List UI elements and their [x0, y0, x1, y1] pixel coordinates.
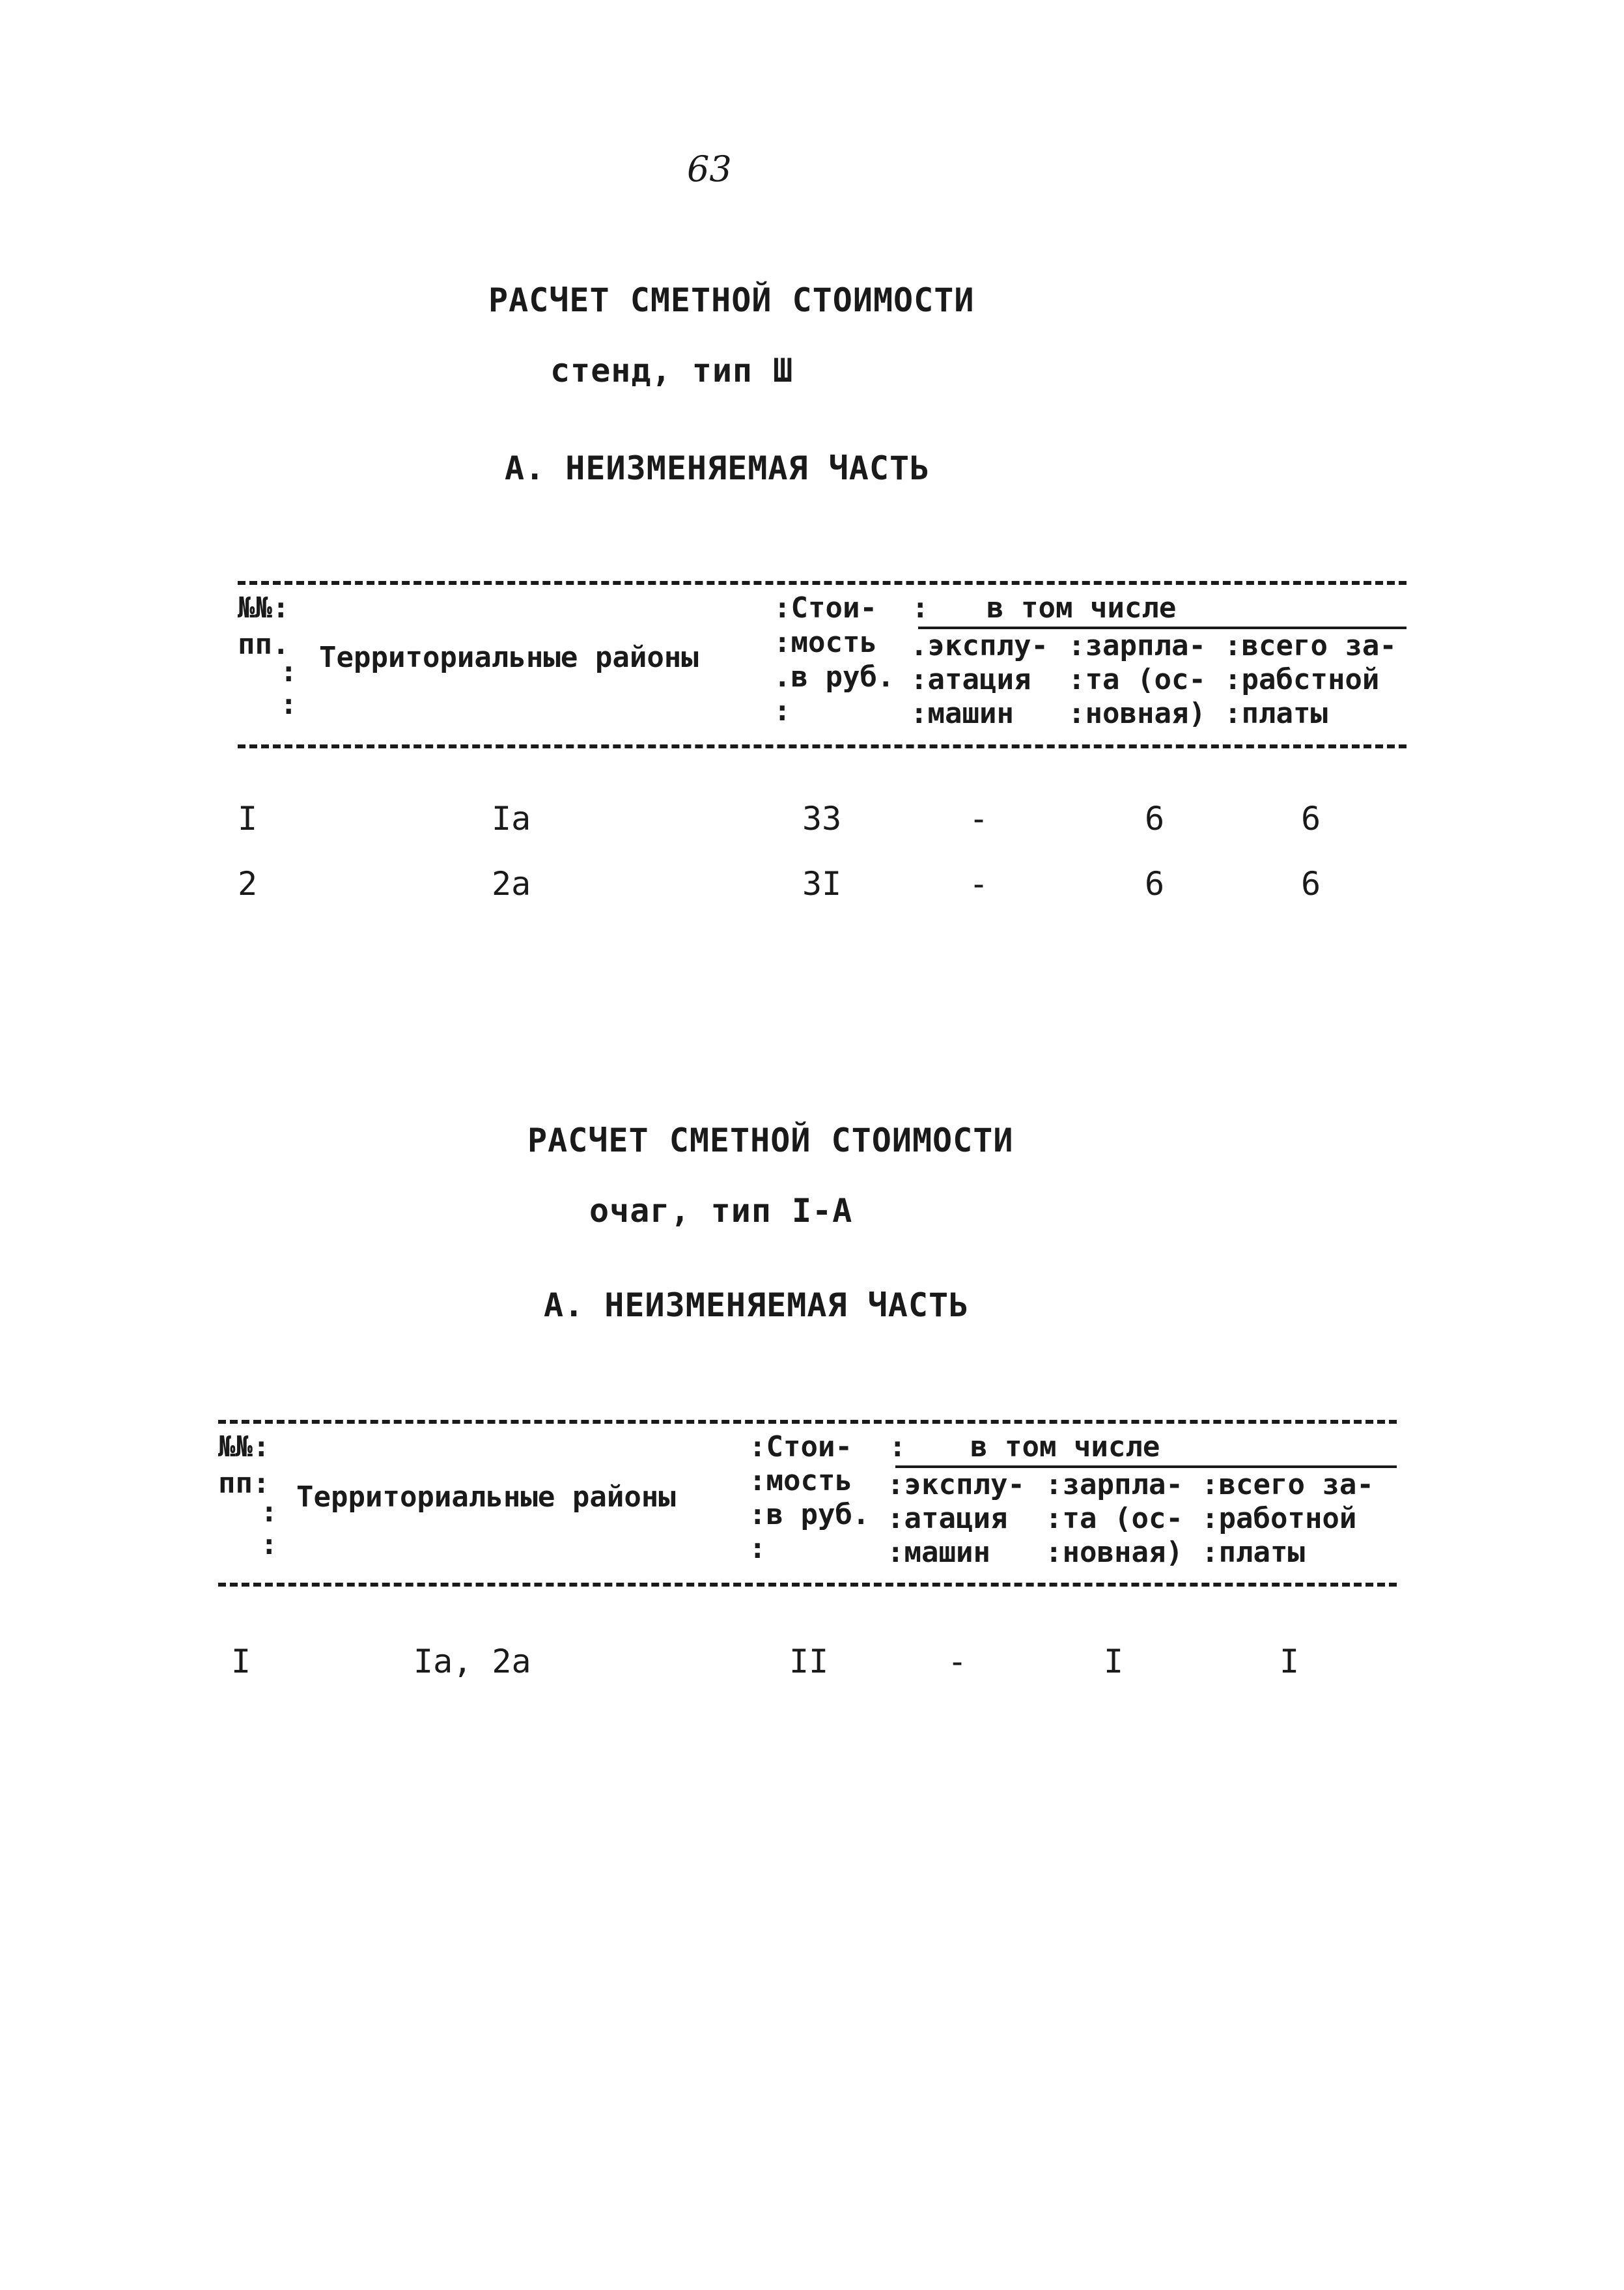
header-wage-line1: :зарпла- — [1045, 1468, 1183, 1501]
cell-expl: - — [969, 800, 989, 838]
section-part: А. НЕИЗМЕНЯЕМАЯ ЧАСТЬ — [505, 449, 931, 487]
cell-region: Iа — [492, 800, 531, 838]
header-region: Территориальные районы — [296, 1480, 676, 1514]
header-expl-line2: :атация — [910, 663, 1031, 696]
header-region: Территориальные районы — [319, 641, 699, 674]
cell-wage: 6 — [1145, 865, 1165, 903]
cell-cost: 33 — [802, 800, 842, 838]
table-top-rule — [218, 1420, 1397, 1424]
header-total-line2: :рабстной — [1224, 663, 1380, 696]
header-expl-line2: :атация — [887, 1502, 1008, 1535]
cell-num: 2 — [238, 865, 258, 903]
cell-num: I — [238, 800, 258, 838]
header-including: в том числе — [970, 1430, 1160, 1463]
header-colon: : — [889, 1430, 906, 1463]
header-expl-line1: :эксплу- — [887, 1468, 1025, 1501]
header-total-line1: :всего за- — [1224, 629, 1397, 662]
header-cost-line2: :мость — [774, 626, 877, 659]
header-num-line2: пп: — [218, 1467, 270, 1500]
cell-expl: - — [969, 865, 989, 903]
table-top-rule — [238, 581, 1407, 585]
header-cost-line2: :мость — [749, 1464, 852, 1497]
cell-total: 6 — [1301, 800, 1321, 838]
header-expl-line3: :машин — [910, 697, 1014, 730]
header-wage-line3: :новная) — [1045, 1536, 1183, 1569]
table-header-rule — [218, 1583, 1397, 1587]
header-including: в том числе — [987, 591, 1177, 625]
header-colon: : — [749, 1532, 766, 1565]
header-cost-line3: :в руб. — [749, 1498, 870, 1531]
header-expl-line3: :машин — [887, 1536, 990, 1569]
header-num-line2: пп. — [238, 628, 290, 661]
cell-region: 2а — [492, 865, 531, 903]
cell-region: Iа, 2а — [413, 1643, 531, 1680]
header-wage-line1: :зарпла- — [1068, 629, 1206, 662]
section-subtitle: стенд, тип Ш — [550, 352, 794, 389]
header-wage-line2: :та (ос- — [1045, 1502, 1183, 1535]
cell-wage: 6 — [1145, 800, 1165, 838]
header-num-line1: №№: — [238, 591, 290, 625]
header-colon: : — [260, 1495, 278, 1529]
cell-wage: I — [1104, 1643, 1124, 1680]
cell-cost: II — [789, 1643, 829, 1680]
header-expl-line1: .эксплу- — [910, 629, 1048, 662]
header-total-line1: :всего за- — [1201, 1468, 1374, 1501]
cell-total: I — [1280, 1643, 1300, 1680]
table-header-rule — [238, 744, 1407, 748]
header-colon: : — [260, 1528, 278, 1561]
section-title: РАСЧЕТ СМЕТНОЙ СТОИМОСТИ — [527, 1122, 1014, 1159]
section-title: РАСЧЕТ СМЕТНОЙ СТОИМОСТИ — [488, 281, 975, 319]
header-colon: : — [280, 688, 298, 721]
page-number: 63 — [687, 148, 732, 190]
header-cost-line1: :Стои- — [774, 591, 877, 625]
header-cost-line3: .в руб. — [774, 660, 895, 694]
section-part: А. НЕИЗМЕНЯЕМАЯ ЧАСТЬ — [544, 1286, 970, 1324]
header-total-line2: :работной — [1201, 1502, 1357, 1535]
cell-total: 6 — [1301, 865, 1321, 903]
header-cost-line1: :Стои- — [749, 1430, 852, 1463]
header-total-line3: :платы — [1224, 697, 1328, 730]
header-colon: : — [774, 694, 791, 728]
header-colon: : — [912, 591, 929, 625]
header-num-line1: №№: — [218, 1430, 270, 1463]
cell-expl: - — [947, 1643, 968, 1680]
section-subtitle: очаг, тип I-А — [589, 1192, 853, 1230]
header-colon: : — [280, 655, 298, 688]
header-total-line3: :платы — [1201, 1536, 1305, 1569]
header-wage-line2: :та (ос- — [1068, 663, 1206, 696]
cell-cost: 3I — [802, 865, 842, 903]
header-wage-line3: :новная) — [1068, 697, 1206, 730]
cell-num: I — [231, 1643, 251, 1680]
